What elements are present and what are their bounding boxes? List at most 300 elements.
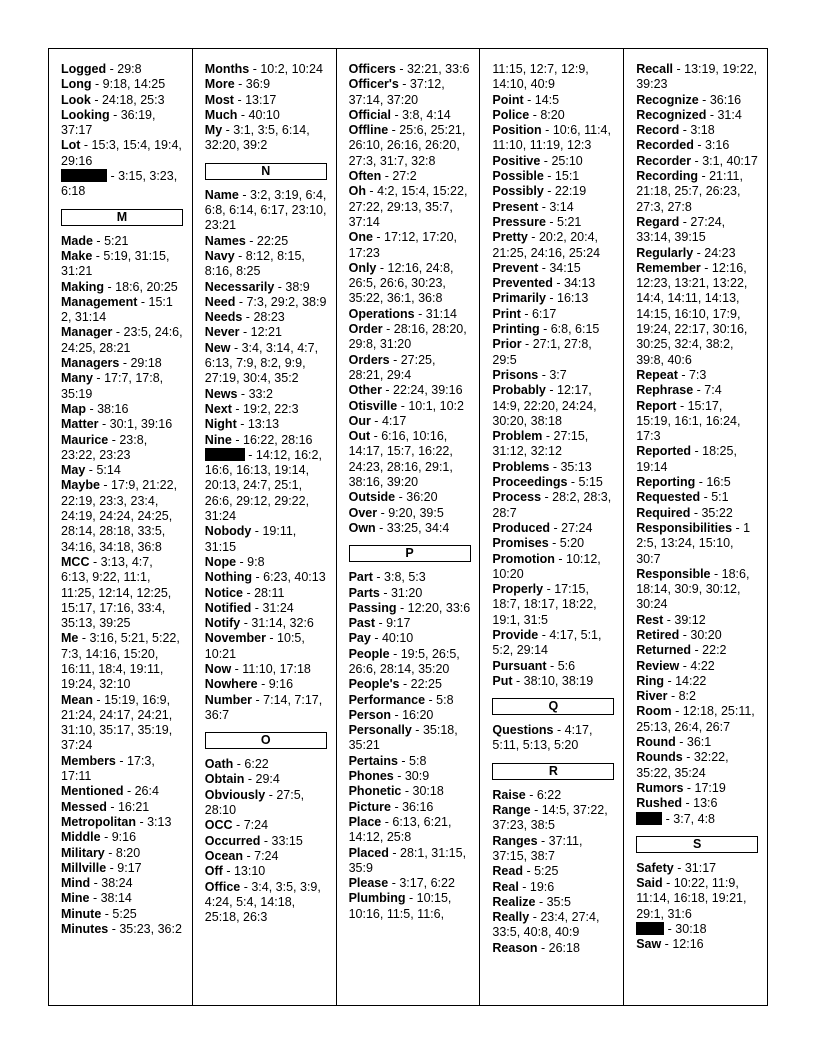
section-letter-header: R	[492, 763, 614, 780]
index-entry: Look - 24:18, 25:3	[61, 92, 165, 107]
index-entry: Phones - 30:9	[348, 769, 430, 784]
index-page-refs: 10:2, 10:24	[260, 62, 323, 76]
index-page-refs: 22:19	[554, 184, 587, 199]
index-page-refs: 10:1, 10:2	[408, 398, 464, 413]
index-page-refs: 14:22	[675, 673, 707, 688]
index-term: Prior	[492, 337, 522, 352]
index-entry: Minutes - 35:23, 36:2	[61, 922, 182, 937]
index-term: People's	[348, 677, 400, 692]
index-term: November	[204, 631, 266, 646]
index-entry: Pretty - 20:2, 20:4, 21:25, 24:16, 25:24	[492, 230, 601, 260]
index-page-refs: 33:15	[271, 833, 303, 848]
index-page-refs: 17:12, 17:20, 17:23	[348, 230, 457, 260]
index-entry: Place - 6:13, 6:21, 14:12, 25:8	[348, 814, 452, 845]
index-entry: Prevented - 34:13	[492, 276, 596, 291]
index-term: Saw	[636, 937, 662, 952]
index-term: Phonetic	[348, 784, 402, 799]
index-entry: Put - 38:10, 38:19	[492, 673, 594, 688]
index-entry: Said - 10:22, 11:9, 11:14, 16:18, 19:21, 29:1, 31:6	[636, 876, 747, 921]
index-page-refs: 34:15	[549, 260, 581, 275]
index-entry: Nope - 9:8	[204, 554, 265, 569]
index-page-refs: 7:14, 7:17, 36:7	[204, 692, 323, 722]
index-page-refs: 32:22, 35:22, 35:24	[636, 750, 729, 780]
index-entry: Mind - 38:24	[61, 876, 133, 891]
index-term: Nobody	[204, 524, 252, 539]
index-page-refs: 29:8	[117, 62, 142, 76]
index-page-refs: 24:18, 25:3	[101, 92, 165, 107]
index-term: Real	[492, 879, 519, 894]
index-term: Mean	[61, 692, 93, 707]
index-term: Recall	[636, 62, 674, 76]
index-term: Past	[348, 616, 375, 631]
index-page-refs: 9:16	[268, 677, 294, 692]
index-page-refs: 31:24	[262, 600, 294, 615]
index-term: Promises	[492, 536, 549, 551]
index-entry: Rest - 39:12	[636, 612, 706, 627]
index-term: Minute	[61, 906, 102, 921]
index-page-refs: 3:1, 40:17	[702, 153, 758, 168]
index-entry: Plumbing - 10:15, 10:16, 11:5, 11:6,	[348, 891, 452, 921]
index-entry: Logged - 29:8	[61, 62, 142, 76]
index-term: Passing	[348, 600, 397, 615]
index-page-refs: 13:19, 19:22, 39:23	[636, 62, 758, 92]
index-entry: Process - 28:2, 28:3, 28:7	[492, 490, 612, 520]
index-term: Person	[348, 707, 391, 722]
index-term: Names	[204, 233, 246, 248]
index-entry: Much - 40:10	[204, 107, 280, 122]
index-page-refs: 33:25, 34:4	[386, 520, 450, 535]
index-page-refs: 1 2:5, 13:24, 15:10, 30:7	[636, 520, 751, 566]
index-entry: River - 8:2	[636, 689, 696, 704]
index-page-refs: 16:21	[117, 799, 150, 814]
index-page-refs: 23:5, 24:6, 24:25, 28:21	[61, 325, 183, 355]
index-entry: November - 10:5, 10:21	[204, 631, 305, 661]
index-term: More	[204, 77, 235, 92]
index-term: Often	[348, 169, 382, 184]
index-page-refs: 9:17	[386, 616, 411, 631]
index-term: Possibly	[492, 184, 544, 199]
index-page-refs: 3:8, 4:14	[402, 107, 451, 122]
index-term: Map	[61, 401, 86, 416]
index-page-refs: 6:22	[536, 787, 562, 802]
index-page-refs: 18:6, 20:25	[115, 279, 178, 294]
index-page-refs: 7:24	[254, 848, 279, 863]
index-term: Never	[204, 325, 240, 340]
index-entry: Obviously - 27:5, 28:10	[204, 787, 305, 818]
index-page-refs: 39:12	[674, 612, 706, 627]
index-page-refs: 17:15, 18:7, 18:17, 18:22, 19:1, 31:5	[492, 582, 597, 627]
index-page-refs: 27:1, 27:8, 29:5	[492, 337, 592, 367]
index-page-refs: 19:5, 26:5, 26:6, 28:14, 35:20	[348, 646, 460, 676]
index-entry: Often - 27:2	[348, 169, 417, 184]
index-term: Recording	[636, 169, 698, 184]
index-page-refs: 25:6, 25:21, 26:10, 26:16, 26:20, 27:3, 31:7, 32:8	[348, 123, 466, 168]
index-term: Present	[492, 199, 539, 214]
index-term: Members	[61, 753, 116, 768]
index-entry: Orders - 27:25, 28:21, 29:4	[348, 352, 436, 382]
index-page-refs: 3:14	[549, 199, 574, 214]
index-term: Much	[204, 107, 238, 122]
index-entry: Recall - 13:19, 19:22, 39:23	[636, 62, 758, 92]
index-entry: Middle - 9:16	[61, 830, 137, 845]
index-entry: Most - 13:17	[204, 92, 277, 107]
index-term: Mentioned	[61, 784, 124, 799]
index-entry: Other - 22:24, 39:16	[348, 383, 463, 398]
index-page-refs: 9:8	[247, 554, 265, 569]
index-page-refs: 36:16	[402, 799, 434, 814]
index-term: News	[204, 386, 238, 401]
index-page-refs: 12:16	[672, 937, 704, 952]
index-page-refs: 38:10, 38:19	[523, 673, 594, 688]
index-page-refs: 16:20	[402, 707, 434, 722]
index-term: Responsibilities	[636, 520, 733, 535]
index-page-refs: 13:6	[693, 796, 718, 811]
index-entry: Ocean - 7:24	[204, 848, 279, 863]
index-page-refs: 38:16	[97, 401, 129, 416]
index-page-refs: 3:17, 6:22	[399, 876, 455, 891]
index-entry: Print - 6:17	[492, 306, 557, 321]
index-page-refs: 32:21, 33:6	[406, 62, 470, 76]
index-term: Look	[61, 92, 91, 107]
index-entry: Never - 12:21	[204, 325, 282, 340]
index-entry: Raise - 6:22	[492, 787, 562, 802]
index-entry: Over - 9:20, 39:5	[348, 505, 444, 520]
index-term: Police	[492, 107, 530, 122]
index-term: People	[348, 646, 390, 661]
index-term: Months	[204, 62, 250, 76]
index-page-refs: 16:5	[706, 475, 731, 490]
index-term: Prevented	[492, 276, 553, 291]
index-entry: People - 19:5, 26:5, 26:6, 28:14, 35:20	[348, 646, 460, 676]
index-page-refs: 16:22, 28:16	[243, 432, 313, 447]
index-page-refs: 4:17	[381, 413, 407, 428]
index-page-refs: 27:25, 28:21, 29:4	[348, 352, 436, 382]
index-page-refs: 10:15, 10:16, 11:5, 11:6,	[348, 891, 452, 921]
index-entry: Saw - 12:16	[636, 937, 704, 952]
index-page-refs: 3:16, 5:21, 5:22, 7:3, 14:16, 15:20, 16:11, 18:4, 19:11, 19:24, 32:10	[61, 631, 180, 692]
index-entry: Mean - 15:19, 16:9, 21:24, 24:17, 24:21, 31:10, 35:17, 35:19, 37:24	[61, 692, 173, 753]
index-term: Ring	[636, 673, 664, 688]
index-entry: Offline - 25:6, 25:21, 26:10, 26:16, 26:20, 27:3, 31:7, 32:8	[348, 123, 466, 168]
index-term: Order	[348, 322, 383, 337]
index-entry: Our - 4:17	[348, 413, 407, 428]
index-entry: More - 36:9	[204, 77, 271, 92]
index-page-refs: 36:16	[709, 92, 742, 107]
index-entry: Problem - 27:15, 31:12, 32:12	[492, 429, 589, 459]
index-page-refs: 15:1	[554, 169, 580, 184]
index-entry: Notified - 31:24	[204, 600, 294, 615]
index-entry: Regularly - 24:23	[636, 245, 736, 260]
index-term: Matter	[61, 417, 99, 432]
index-page-refs: 3:15, 3:23, 6:18	[61, 169, 178, 199]
index-entry: Promotion - 10:12, 10:20	[492, 551, 601, 581]
index-term: Rest	[636, 612, 664, 627]
index-term: Returned	[636, 643, 692, 658]
index-term: Obviously	[204, 787, 266, 802]
index-term: Off	[204, 864, 223, 879]
index-entry: Made - 5:21	[61, 233, 129, 248]
index-term: Made	[61, 233, 93, 248]
index-entry: Lot - 15:3, 15:4, 19:4, 29:16	[61, 138, 182, 168]
index-entry: Personally - 35:18, 35:21	[348, 723, 458, 753]
index-entry: Officer's - 37:12, 37:14, 37:20	[348, 77, 445, 107]
index-entry: Long - 9:18, 14:25	[61, 77, 166, 92]
index-entry: - 30:18	[636, 922, 759, 937]
index-page-refs: 12:16, 12:23, 13:21, 13:22, 14:4, 14:11, 14:13, 14:15, 16:10, 17:9, 19:24, 22:17, 30:16, 30:25, 32:4, 38:2, 39:8, 40:6	[636, 260, 748, 367]
index-page-refs: 13:13	[247, 417, 280, 432]
index-page-refs: 7:3, 29:2, 38:9	[246, 294, 327, 309]
index-page-refs: 14:5, 37:22, 37:23, 38:5	[492, 803, 608, 833]
index-term: Picture	[348, 799, 391, 814]
index-entry: Record - 3:18	[636, 123, 715, 138]
index-term: My	[204, 123, 223, 138]
index-entry: Recognize - 36:16	[636, 92, 742, 107]
index-term: Pretty	[492, 230, 528, 245]
index-entry: Matter - 30:1, 39:16	[61, 417, 173, 432]
index-entry: Nowhere - 9:16	[204, 677, 294, 692]
index-term: Pursuant	[492, 658, 547, 673]
index-page-refs: 3:7	[549, 367, 567, 382]
index-entry: Members - 17:3, 17:11	[61, 753, 155, 784]
index-term: Regularly	[636, 245, 694, 260]
index-term: Millville	[61, 860, 107, 875]
index-term: Management	[61, 294, 138, 309]
index-term: Needs	[204, 310, 243, 325]
index-page-refs: 12:18, 25:11, 25:13, 26:4, 26:7	[636, 704, 755, 734]
index-entry: Position - 10:6, 11:4, 11:10, 11:19, 12:3	[492, 123, 611, 153]
index-page-refs: 6:22	[244, 757, 269, 772]
index-entry: Order - 28:16, 28:20, 29:8, 31:20	[348, 322, 467, 352]
index-entry: Safety - 31:17	[636, 860, 717, 875]
index-page-refs: 28:11	[254, 585, 285, 600]
index-term: Mind	[61, 876, 91, 891]
index-entry: Probably - 12:17, 14:9, 22:20, 24:24, 30:20, 38:18	[492, 383, 597, 428]
index-term: Military	[61, 845, 105, 860]
word-index-table	[48, 48, 768, 1006]
index-entry: Necessarily - 38:9	[204, 279, 310, 294]
index-page-refs: 36:9	[245, 77, 271, 92]
index-term: Office	[204, 879, 241, 894]
index-term: Responsible	[636, 566, 711, 581]
index-entry: Official - 3:8, 4:14	[348, 107, 451, 122]
index-page-refs: 9:17	[117, 860, 142, 875]
index-page-refs: 10:6, 11:4, 11:10, 11:19, 12:3	[492, 123, 611, 153]
index-page-refs: 16:13	[557, 291, 589, 306]
index-term: Official	[348, 107, 391, 122]
index-term: Nope	[204, 554, 237, 569]
index-term: Record	[636, 123, 680, 138]
index-term: Making	[61, 279, 105, 294]
index-page-refs: 21:11, 21:18, 25:7, 26:23, 27:3, 27:8	[636, 169, 743, 214]
index-term: Position	[492, 123, 542, 138]
index-entry: Recorded - 3:16	[636, 138, 730, 153]
index-term: Properly	[492, 582, 544, 597]
index-term: Next	[204, 401, 232, 416]
index-page-refs: 30:18	[412, 784, 444, 799]
index-page-refs: 11:10, 17:18	[242, 661, 311, 676]
index-term: Problems	[492, 459, 550, 474]
index-page-refs: 40:10	[381, 631, 414, 646]
index-page-refs: 35:13	[560, 459, 592, 474]
index-page-refs: 3:13	[147, 814, 172, 829]
index-column	[623, 49, 767, 1005]
section-letter-header: N	[205, 163, 327, 180]
index-entry: - 3:7, 4:8	[636, 812, 759, 827]
index-term: Ocean	[204, 848, 244, 863]
index-column	[192, 49, 336, 1005]
index-term: Print	[492, 306, 521, 321]
index-page-refs: 19:6	[529, 879, 555, 894]
index-page-refs: 10:12, 10:20	[492, 551, 601, 581]
index-entry: Possibly - 22:19	[492, 184, 587, 199]
index-term: Metropolitan	[61, 814, 136, 829]
index-page-refs: 3:13, 4:7, 6:13, 9:22, 11:1, 11:25, 12:14, 12:25, 15:17, 17:16, 33:4, 35:13, 39:25	[61, 554, 172, 631]
index-entry: Provide - 4:17, 5:1, 5:2, 29:14	[492, 627, 602, 658]
index-term: Problem	[492, 429, 543, 444]
index-entry: Make - 5:19, 31:15, 31:21	[61, 248, 170, 279]
index-term: Room	[636, 704, 672, 719]
index-page-refs: 29:18	[130, 356, 162, 371]
index-term: Questions	[492, 723, 554, 738]
index-page-refs: 35:5	[546, 894, 571, 909]
index-entry: Realize - 35:5	[492, 894, 571, 909]
index-entry: Read - 5:25	[492, 864, 559, 879]
section-letter-header: M	[61, 209, 183, 226]
index-page-refs: 36:1	[686, 735, 712, 750]
index-page-refs: 25:10	[551, 153, 583, 168]
index-term: Navy	[204, 248, 235, 263]
index-page-refs: 5:1	[711, 490, 729, 505]
section-letter-header: Q	[492, 698, 614, 715]
index-page-refs: 5:8	[436, 692, 454, 707]
index-page-refs: 15:17, 15:19, 16:1, 16:24, 17:3	[636, 398, 741, 444]
index-term: Put	[492, 673, 513, 688]
index-page-refs: 38:9	[285, 279, 310, 294]
index-term: Regard	[636, 214, 680, 229]
index-entry: Night - 13:13	[204, 417, 280, 432]
index-page-refs: 6:23, 40:13	[263, 570, 326, 585]
index-term: Requested	[636, 490, 701, 505]
index-entry: Retired - 30:20	[636, 627, 722, 642]
index-page-refs: 10:22, 11:9, 11:14, 16:18, 19:21, 29:1, 31:6	[636, 876, 747, 921]
index-entry: Responsible - 18:6, 18:14, 30:9, 30:12, 30:24	[636, 566, 750, 612]
index-term: Messed	[61, 799, 107, 814]
index-page-refs: 9:20, 39:5	[388, 505, 444, 520]
index-term: Only	[348, 260, 377, 275]
index-entry: Responsibilities - 1 2:5, 13:24, 15:10, 30:7	[636, 520, 751, 566]
index-page-refs: 24:23	[704, 245, 736, 260]
index-page-refs: 40:10	[248, 107, 280, 122]
index-entry: Reported - 18:25, 19:14	[636, 444, 737, 474]
index-page-refs: 31:14	[425, 306, 457, 321]
index-entry: Mentioned - 26:4	[61, 784, 159, 799]
index-term: Obtain	[204, 772, 245, 787]
index-term: Notify	[204, 616, 241, 631]
index-term: Night	[204, 417, 237, 432]
index-term: Report	[636, 398, 677, 413]
index-entry: Required - 35:22	[636, 505, 733, 520]
index-page-refs: 15:19, 16:9, 21:24, 24:17, 24:21, 31:10, 35:17, 35:19, 37:24	[61, 692, 173, 753]
index-term: Possible	[492, 169, 544, 184]
index-entry: Occurred - 33:15	[204, 833, 303, 848]
index-term: Rushed	[636, 796, 683, 811]
index-term: Outside	[348, 490, 396, 505]
index-term: Reported	[636, 444, 692, 459]
index-entry: Now - 11:10, 17:18	[204, 661, 311, 676]
index-entry: Pertains - 5:8	[348, 753, 427, 768]
index-entry: Rephrase - 7:4	[636, 383, 722, 398]
index-term: Remember	[636, 260, 701, 275]
index-entry: Past - 9:17	[348, 616, 411, 631]
index-entry: Rushed - 13:6	[636, 796, 718, 811]
index-entry: Passing - 12:20, 33:6	[348, 600, 471, 615]
index-entry: News - 33:2	[204, 386, 273, 401]
index-entry: Next - 19:2, 22:3	[204, 401, 299, 416]
index-entry: Own - 33:25, 34:4	[348, 520, 450, 535]
index-page-refs: 3:1, 3:5, 6:14, 32:20, 39:2	[204, 123, 310, 153]
index-page-refs: 27:2	[392, 169, 417, 184]
index-term: Placed	[348, 845, 389, 860]
index-page-refs: 19:11, 31:15	[204, 524, 297, 554]
index-term: Required	[636, 505, 691, 520]
index-column	[336, 49, 480, 1005]
index-term: Officer's	[348, 77, 399, 92]
index-entry: MCC - 3:13, 4:7, 6:13, 9:22, 11:1, 11:25, 12:14, 12:25, 15:17, 17:16, 33:4, 35:13, 39:25	[61, 554, 172, 631]
index-page-refs: 5:21	[557, 214, 582, 229]
index-entry: Rumors - 17:19	[636, 780, 726, 795]
index-entry: Maybe - 17:9, 21:22, 22:19, 23:3, 23:4, 24:19, 24:24, 24:25, 28:14, 28:18, 33:5, 34:16, 34:18, 36:8	[61, 478, 178, 554]
index-entry: Metropolitan - 3:13	[61, 814, 172, 829]
index-page-refs: 22:25	[256, 233, 289, 248]
index-entry: Recorder - 3:1, 40:17	[636, 153, 758, 168]
index-entry: Produced - 27:24	[492, 520, 593, 535]
index-page-refs: 18:25, 19:14	[636, 444, 737, 474]
index-entry: Proceedings - 5:15	[492, 475, 603, 490]
index-entry: Looking - 36:19, 37:17	[61, 107, 156, 138]
index-page-refs: 6:8, 6:15	[550, 322, 600, 337]
index-term: Please	[348, 876, 389, 891]
index-term: Prisons	[492, 367, 539, 382]
index-term: Reporting	[636, 475, 696, 490]
index-entry: Requested - 5:1	[636, 490, 729, 505]
index-term: Our	[348, 413, 371, 428]
index-page-refs: 5:19, 31:15, 31:21	[61, 248, 170, 279]
index-page-refs: 37:11, 37:15, 38:7	[492, 833, 583, 863]
index-entry: Operations - 31:14	[348, 306, 457, 321]
index-entry: Printing - 6:8, 6:15	[492, 322, 600, 337]
index-page-refs: 6:13, 6:21, 14:12, 25:8	[348, 814, 452, 845]
index-term: Repeat	[636, 367, 678, 382]
index-term: Prevent	[492, 260, 539, 275]
index-entry: Needs - 28:23	[204, 310, 285, 325]
index-column	[479, 49, 623, 1005]
index-page-refs: 31:17	[684, 860, 717, 875]
index-term: Promotion	[492, 551, 555, 566]
index-page-refs: 7:4	[704, 383, 722, 398]
index-page-refs: 38:14	[100, 891, 132, 906]
index-entry: Person - 16:20	[348, 707, 434, 722]
index-entry: Properly - 17:15, 18:7, 18:17, 18:22, 19:1, 31:5	[492, 582, 597, 627]
index-entry: Reason - 26:18	[492, 940, 580, 955]
index-page-refs: 22:25	[410, 677, 442, 692]
index-entry: Recognized - 31:4	[636, 107, 742, 122]
index-entry: May - 5:14	[61, 463, 121, 478]
index-entry: Rounds - 32:22, 35:22, 35:24	[636, 750, 729, 780]
index-entry: Name - 3:2, 3:19, 6:4, 6:8, 6:14, 6:17, 23:10, 23:21	[204, 187, 327, 233]
index-entry: Many - 17:7, 17:8, 35:19	[61, 371, 164, 401]
index-term: Round	[636, 735, 676, 750]
index-entry	[492, 62, 615, 93]
